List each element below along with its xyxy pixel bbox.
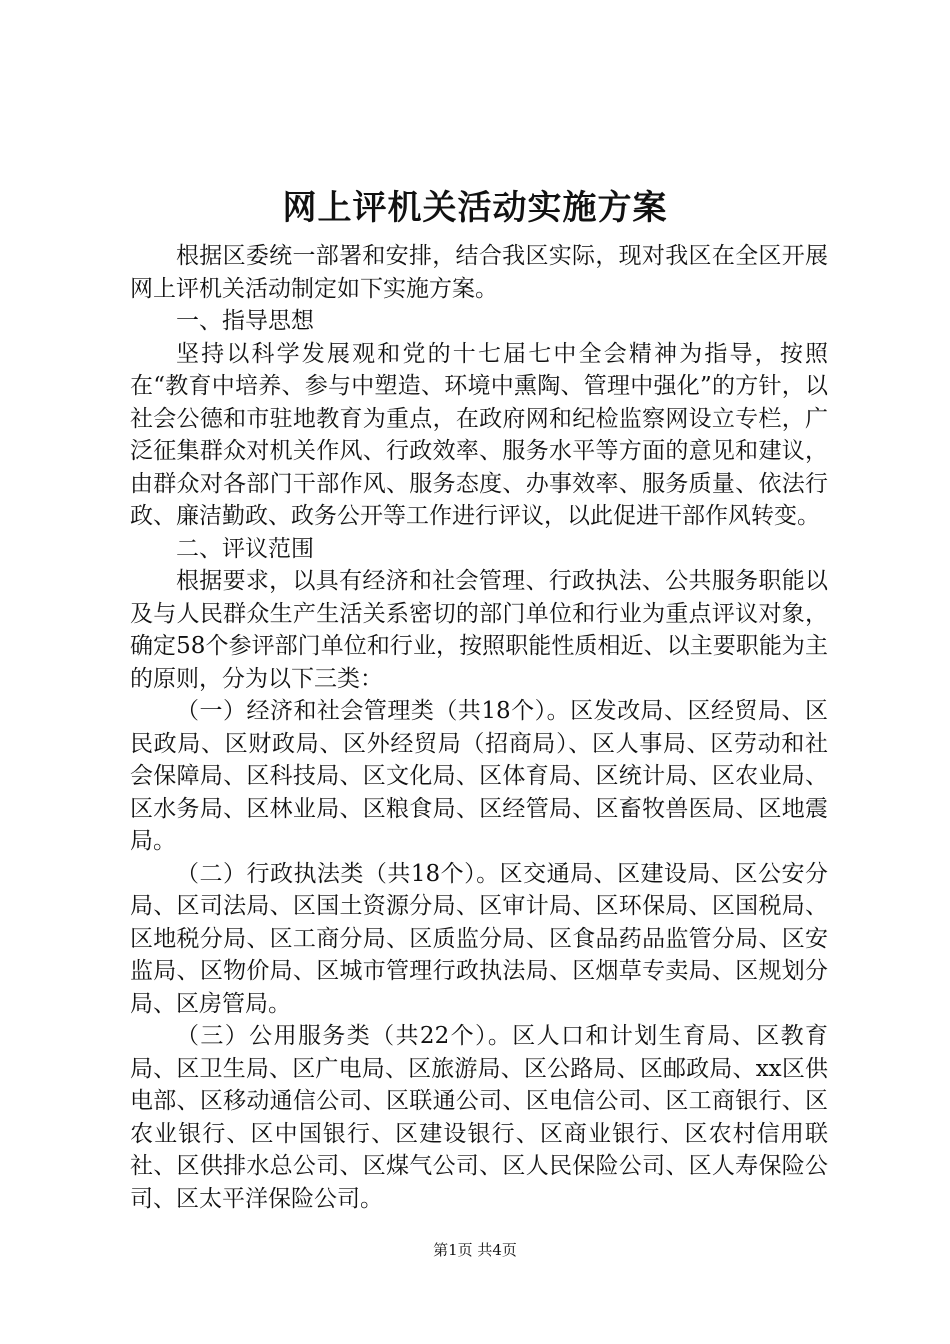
section-heading-guiding-ideology: 一、指导思想 — [176, 308, 314, 334]
document-body — [130, 240, 828, 1215]
evaluation-scope-paragraph: 根据要求，以具有经济和社会管理、行政执法、公共服务职能以及与人民群众生产生活关系密切的部门单位和行业为重点评议对象，确定58个参评部门单位和行业，按照职能性质相近、以主要职能为主的原则，分为以下三类： — [130, 568, 828, 692]
guiding-ideology-paragraph: 坚持以科学发展观和党的十七届七中全会精神为指导，按照在“教育中培养、参与中塑造、环境中熏陶、管理中强化”的方针，以社会公德和市驻地教育为重点，在政府网和纪检监察网设立专栏，广泛征集群众对机关作风、行政效率、服务水平等方面的意见和建议，由群众对各部门干部作风、服务态度、办事效率、服务质量、依法行政、廉洁勤政、政务公开等工作进行评议，以此促进干部作风转变。 — [130, 340, 828, 529]
intro-paragraph: 根据区委统一部署和安排，结合我区实际，现对我区在全区开展网上评机关活动制定如下实施方案。 — [130, 243, 828, 302]
document-title: 网上评机关活动实施方案 — [282, 188, 668, 228]
page-number-footer: 第1页 共4页 — [433, 1241, 517, 1259]
category-public-service-paragraph: （三）公用服务类（共22个）。区人口和计划生育局、区教育局、区卫生局、区广电局、区旅游局、区公路局、区邮政局、xx区供电部、区移动通信公司、区联通公司、区电信公司、区工商银行、区农业银行、区中国银行、区建设银行、区商业银行、区农村信用联社、区供排水总公司、区煤气公司、区人民保险公司、区人寿保险公司、区太平洋保险公司。 — [130, 1023, 828, 1212]
section-heading-evaluation-scope: 二、评议范围 — [176, 535, 314, 562]
category-administrative-enforcement-paragraph: （二）行政执法类（共18个）。区交通局、区建设局、区公安分局、区司法局、区国土资源分局、区审计局、区环保局、区国税局、区地税分局、区工商分局、区质监分局、区食品药品监管分局、区安监局、区物价局、区城市管理行政执法局、区烟草专卖局、区规划分局、区房管局。 — [130, 860, 828, 1017]
category-economic-management-paragraph: （一）经济和社会管理类（共18个）。区发改局、区经贸局、区民政局、区财政局、区外经贸局（招商局）、区人事局、区劳动和社会保障局、区科技局、区文化局、区体育局、区统计局、区农业局、区水务局、区林业局、区粮食局、区经管局、区畜牧兽医局、区地震局。 — [130, 698, 828, 854]
